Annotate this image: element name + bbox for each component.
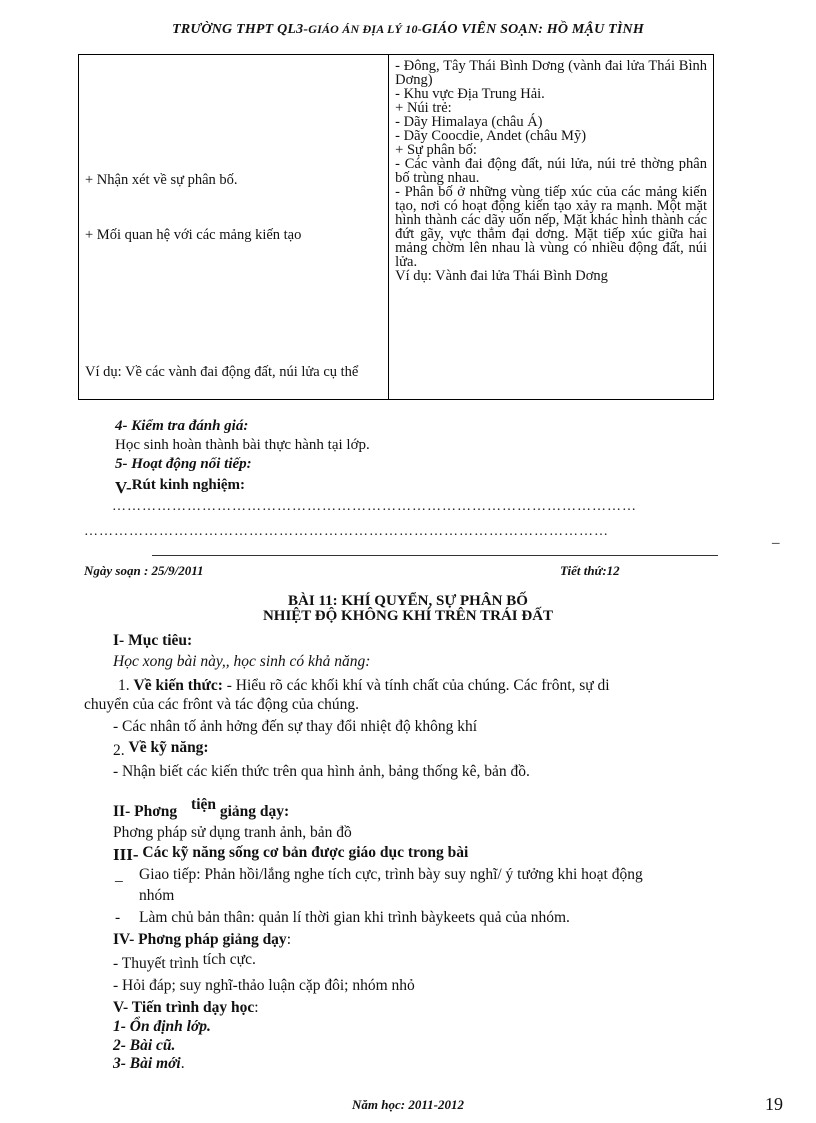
question-example: Ví dụ: Về các vành đai động đất, núi lửa cụ thể [85,364,359,380]
divider-line [152,555,718,556]
process-step-1: 1- Ổn định lớp. [113,1018,211,1035]
life-skill-item-1: Giao tiếp: Phản hồi/lắng nghe tích cực, trình bày suy nghĩ/ ý tưởng khi hoạt động [139,866,643,883]
knowledge-title: Về kiến thức: [133,677,223,694]
question-distribution: + Nhận xét về sự phân bố. [85,172,238,188]
knowledge-line [118,677,610,695]
content-line: - Dãy Himalaya (châu Á) [395,114,543,130]
method-2: - Hỏi đáp; suy nghĩ-thảo luận cặp đôi; nhóm nhỏ [113,977,415,994]
life-skills-heading [113,843,468,862]
process-heading [113,999,259,1017]
life-skill-bullet: - [115,909,121,926]
content-line: - Đông, Tây Thái Bình Dơng (vành đai lửa Thái Bình Dơng) [395,58,707,88]
section-v-title [115,475,246,497]
objectives-intro: Học xong bài này,, học sinh có khả năng: [113,653,371,670]
skills-text: - Nhận biết các kiến thức trên qua hình ảnh, bảng thống kê, bản đồ. [113,763,530,780]
lesson-title-line1: BÀI 11: KHÍ QUYỂN, SỰ PHÂN BỐ [288,593,528,609]
section-v-label: Rút kinh nghiệm: [131,477,246,493]
header-subject: GIÁO ÁN ĐỊA LÝ 10- [308,22,422,36]
process-heading-a: V- Tiến trình dạy học [113,999,255,1016]
skills-line [113,739,209,757]
life-skills-roman: III- [113,845,139,864]
header-teacher: GIÁO VIÊN SOẠN: HỒ MẬU TÌNH [421,22,644,37]
methods-heading-a: IV- Phơng pháp giảng dạy [113,931,287,948]
table-cell-content [389,55,714,400]
table-cell-activity [79,55,389,400]
page-header [0,22,816,38]
section-4-text: Học sinh hoàn thành bài thực hành tại lớp. [115,437,370,453]
methods-heading-b: : [286,931,291,948]
prep-date: Ngày soạn : 25/9/2011 [84,563,204,578]
process-step-2: 2- Bài cũ. [113,1037,176,1054]
means-heading-b: tiện [191,796,216,813]
method-1-b: tích cực. [202,951,256,968]
skills-number: 2. [113,742,125,759]
means-heading [113,796,290,821]
life-skill-bullet: _ [115,867,123,884]
footer-school-year: Năm học: 2011-2012 [352,1097,464,1112]
content-line: + Sự phân bố: [395,142,477,158]
question-plate-relation: + Mối quan hệ với các mảng kiến tạo [85,227,302,243]
process-step-3-b: . [180,1055,185,1072]
page-number: 19 [765,1094,783,1114]
knowledge-number: 1. [118,677,130,694]
process-step-3-a: 3- Bài mới [113,1055,181,1072]
notes-dash: _ [772,530,780,546]
knowledge-text-3: - Các nhân tố ảnh hởng đến sự thay đổi nhiệt độ không khí [113,718,478,735]
methods-heading [113,931,291,949]
table-row [79,55,714,400]
knowledge-text-2: chuyển của các frônt và tác động của chúng. [84,696,359,713]
process-step-3 [113,1055,185,1073]
lesson-title-line2: NHIỆT ĐỘ KHÔNG KHÍ TRÊN TRÁI ĐẤT [262,608,554,624]
content-line: - Phân bố ở những vùng tiếp xúc của các mảng kiến tạo, nơi có hoạt động kiến tạo xảy ra mạnh. Một mặt hình thành các dãy uốn nếp, Mặt khác hình thành các đứt gãy, vực thẳm đại dơng. Mặt tiếp xúc giữa hai mảng chờm lên nhau là vùng có nhiều động đất, núi lửa. [395,184,707,270]
notes-dots-1: …………………………………………………………………………………………… [112,499,637,514]
process-heading-b: : [254,999,259,1016]
section-v-roman: V- [115,478,132,497]
period-number: Tiết thứ:12 [560,563,620,578]
header-school: TRƯỜNG THPT QL3- [172,22,309,37]
method-1-a: - Thuyết trình [113,955,199,972]
notes-dots-2: …………………………………………………………………………………………… [84,524,609,539]
life-skill-item-2: Làm chủ bản thân: quản lí thời gian khi trình bàykeets quả của nhóm. [139,909,570,926]
method-1 [113,951,256,973]
skills-title: Về kỹ năng: [128,739,209,756]
life-skill-item-1-cont: nhóm [139,887,175,904]
means-heading-c: giảng dạy: [219,803,290,820]
knowledge-text: - Hiểu rõ các khối khí và tính chất của chúng. Các frônt, sự di [222,677,610,694]
content-line: - Các vành đai động đất, núi lửa, núi trẻ thờng phân bố trùng nhau. [395,156,707,186]
section-5-title: 5- Hoạt động nối tiếp: [115,456,252,472]
content-line: - Khu vực Địa Trung Hải. [395,86,545,102]
content-line: Ví dụ: Vành đai lửa Thái Bình Dơng [395,268,608,284]
objectives-heading: I- Mục tiêu: [113,632,193,649]
means-text: Phơng pháp sử dụng tranh ảnh, bản đồ [113,824,352,841]
content-line: + Núi trẻ: [395,100,452,116]
life-skills-title: Các kỹ năng sống cơ bản được giáo dục trong bài [142,844,469,861]
lesson-table [78,54,714,400]
means-heading-a: II- Phơng [113,803,178,820]
section-4-title: 4- Kiểm tra đánh giá: [115,418,249,434]
content-line: - Dãy Coocdie, Andet (châu Mỹ) [395,128,587,144]
